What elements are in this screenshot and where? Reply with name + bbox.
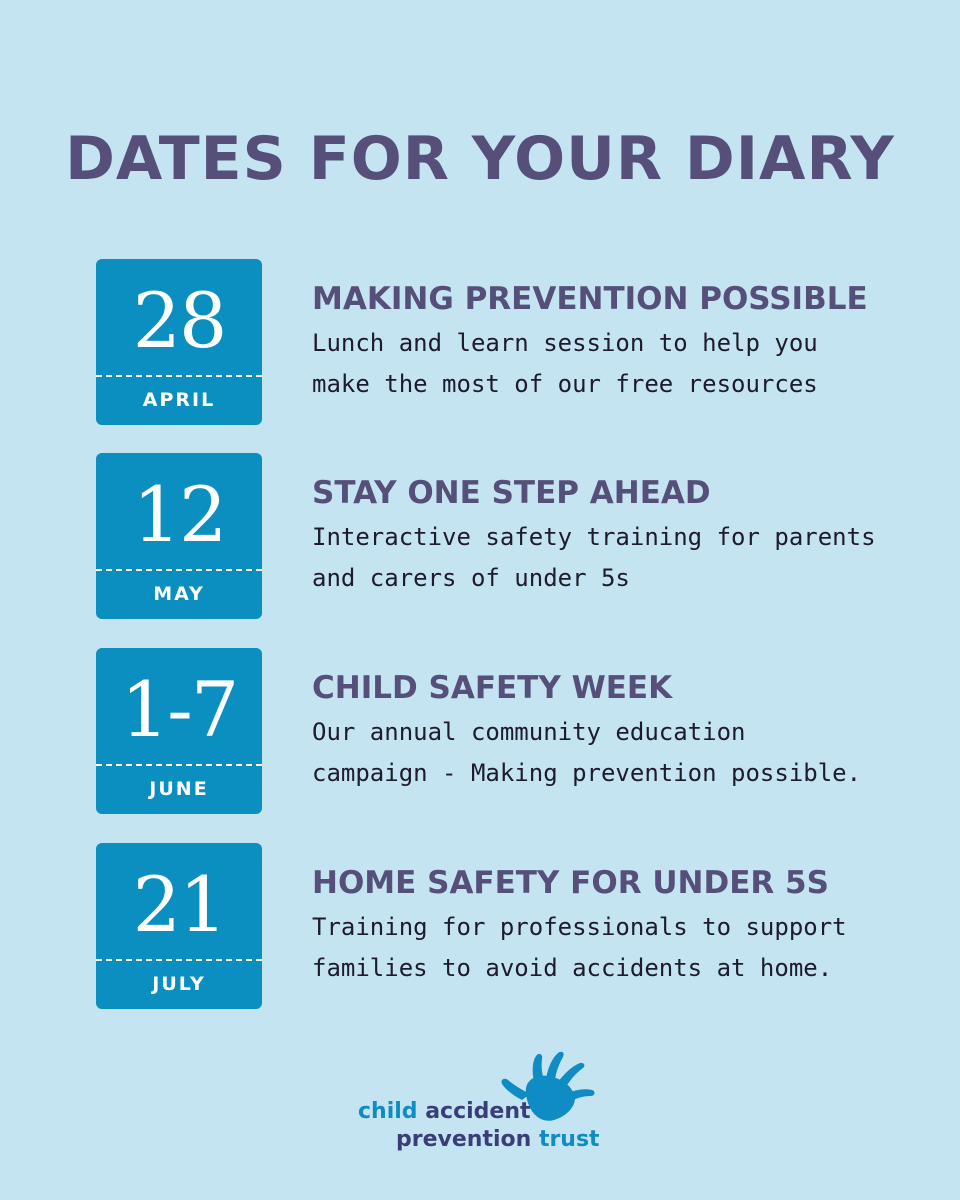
event-item [96, 453, 916, 619]
calendar-day: 1-7 [120, 665, 238, 754]
event-item [96, 843, 916, 1009]
event-description [312, 712, 872, 794]
logo-text [358, 1098, 600, 1154]
calendar-month: JUNE [149, 778, 209, 800]
event-description-line: make the most of our free resources [312, 370, 818, 398]
logo-word: accident [425, 1099, 531, 1124]
calendar-day: 12 [132, 470, 226, 559]
logo-line2 [358, 1126, 600, 1154]
event-description [312, 517, 876, 599]
calendar-tile [96, 648, 262, 814]
event-description-line: Lunch and learn session to help you [312, 329, 818, 357]
event-title: MAKING PREVENTION POSSIBLE [312, 281, 868, 317]
event-description-line: families to avoid accidents at home. [312, 954, 833, 982]
event-title: CHILD SAFETY WEEK [312, 670, 673, 706]
logo [358, 1050, 608, 1160]
event-item [96, 648, 916, 814]
calendar-day: 28 [132, 276, 226, 365]
page-title: DATES FOR YOUR DIARY [65, 124, 895, 194]
calendar-tile [96, 843, 262, 1009]
calendar-month: APRIL [142, 389, 216, 411]
calendar-divider [96, 959, 262, 961]
event-title: STAY ONE STEP AHEAD [312, 475, 711, 511]
calendar-divider [96, 764, 262, 766]
event-description-line: Our annual community education [312, 718, 746, 746]
calendar-tile [96, 259, 262, 425]
logo-word: child [358, 1099, 426, 1124]
calendar-divider [96, 569, 262, 571]
logo-word: prevention [396, 1127, 539, 1152]
event-description-line: Training for professionals to support [312, 913, 847, 941]
event-description [312, 323, 872, 405]
calendar-divider [96, 375, 262, 377]
event-description [312, 907, 872, 989]
event-title: HOME SAFETY FOR UNDER 5S [312, 865, 829, 901]
logo-word: trust [538, 1127, 600, 1152]
event-description-line: Interactive safety training for parents [312, 523, 876, 551]
event-description-line: campaign - Making prevention possible. [312, 759, 862, 787]
event-item [96, 259, 916, 425]
calendar-day: 21 [132, 860, 226, 949]
calendar-tile [96, 453, 262, 619]
calendar-month: JULY [152, 973, 206, 995]
calendar-month: MAY [153, 583, 205, 605]
event-description-line: and carers of under 5s [312, 564, 630, 592]
